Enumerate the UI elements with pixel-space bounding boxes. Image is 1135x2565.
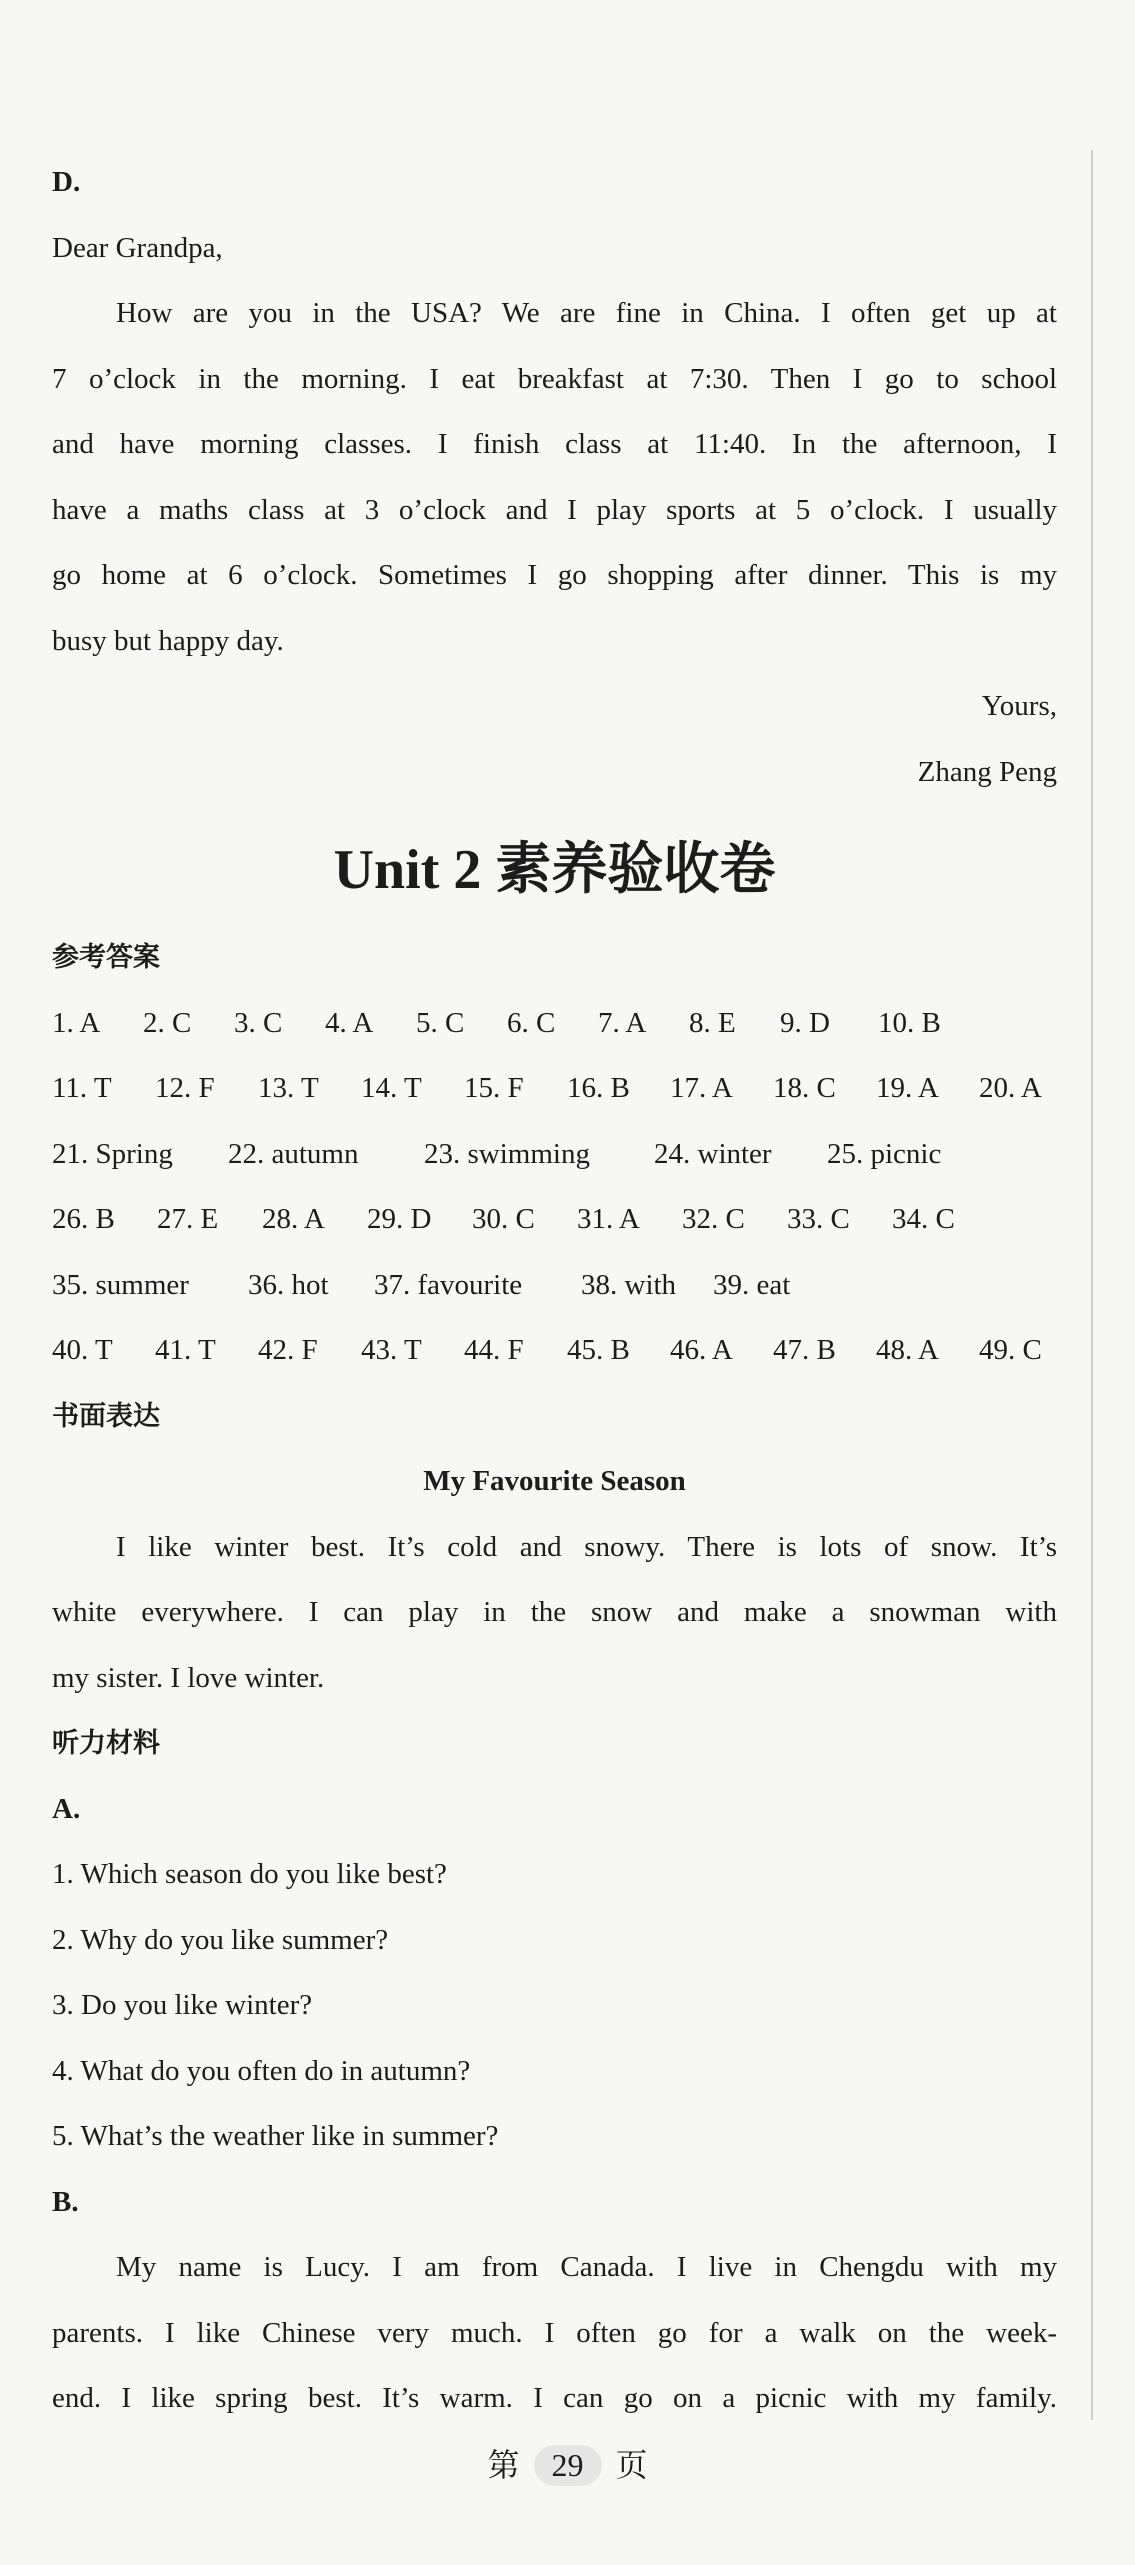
- listening-b-line-1: My name is Lucy. I am from Canada. I live in Chengdu with my: [116, 2251, 1057, 2283]
- answer-item: 18. C: [773, 1072, 836, 1104]
- letter-line-2: 7 o’clock in the morning. I eat breakfast at 7:30. Then I go to school: [52, 362, 1057, 395]
- answer-item: 10. B: [878, 1006, 941, 1039]
- answer-item: 25. picnic: [827, 1137, 942, 1170]
- listening-b-line-2: parents. I like Chinese very much. I often go for a walk on the week-: [52, 2316, 1057, 2349]
- letter-line-4: have a maths class at 3 o’clock and I play sports at 5 o’clock. I usually: [52, 493, 1057, 526]
- answer-item: 48. A: [876, 1334, 939, 1366]
- answer-item: 3. C: [234, 1006, 283, 1039]
- listening-question-2: 2. Why do you like summer?: [52, 1923, 389, 1956]
- letter-label: D.: [52, 166, 81, 198]
- answer-item: 6. C: [507, 1006, 556, 1039]
- answer-item: 26. B: [52, 1203, 115, 1235]
- answer-item: 20. A: [979, 1072, 1042, 1104]
- letter-line-3: and have morning classes. I finish class at 11:40. In the afternoon, I: [52, 428, 1057, 460]
- answer-item: 2. C: [143, 1006, 192, 1039]
- page-footer: [0, 2440, 1135, 2486]
- binding-line: [1091, 150, 1093, 2420]
- answer-item: 27. E: [157, 1203, 219, 1235]
- answer-row-3: [52, 1122, 1057, 1188]
- writing-line-1: I like winter best. It’s cold and snowy. There is lots of snow. It’s: [116, 1530, 1057, 1563]
- answer-item: 9. D: [780, 1006, 830, 1039]
- answer-item: 24. winter: [654, 1137, 772, 1170]
- answer-item: 16. B: [567, 1072, 630, 1104]
- answer-item: 49. C: [979, 1334, 1042, 1366]
- answer-item: 44. F: [464, 1334, 524, 1366]
- answer-row-2: [52, 1056, 1057, 1122]
- letter-signature: Zhang Peng: [917, 755, 1057, 788]
- listening-a-label: A.: [52, 1792, 81, 1825]
- answer-row-4: [52, 1187, 1057, 1253]
- answer-item: 1. A: [52, 1006, 101, 1039]
- listening-question-4: 4. What do you often do in autumn?: [52, 2054, 471, 2087]
- page-number: 29: [534, 2445, 602, 2486]
- answer-item: 30. C: [472, 1203, 535, 1235]
- answer-item: 17. A: [670, 1072, 733, 1104]
- answer-row-6: [52, 1318, 1057, 1384]
- listening-b-line-3: end. I like spring best. It’s warm. I can go on a picnic with my family.: [52, 2382, 1057, 2414]
- answer-item: 19. A: [876, 1072, 939, 1104]
- answer-item: 42. F: [258, 1334, 318, 1366]
- answer-item: 7. A: [598, 1006, 647, 1039]
- answer-item: 5. C: [416, 1006, 465, 1039]
- answer-item: 28. A: [262, 1203, 325, 1235]
- page-content: [52, 150, 1057, 2432]
- answer-item: 43. T: [361, 1334, 422, 1366]
- answer-item: 8. E: [689, 1006, 736, 1039]
- answer-item: 35. summer: [52, 1268, 189, 1301]
- answers-heading: 参考答案: [52, 942, 160, 973]
- answer-item: 12. F: [155, 1072, 215, 1104]
- footer-suffix: 页: [615, 2447, 648, 2483]
- listening-question-3: 3. Do you like winter?: [52, 1989, 313, 2021]
- letter-greeting: Dear Grandpa,: [52, 231, 223, 264]
- letter-closing: Yours,: [981, 690, 1057, 722]
- answer-item: 23. swimming: [424, 1137, 590, 1170]
- answer-item: 4. A: [325, 1006, 374, 1039]
- writing-line-3: my sister. I love winter.: [52, 1661, 325, 1694]
- answer-item: 11. T: [52, 1072, 112, 1104]
- answer-item: 22. autumn: [228, 1137, 359, 1170]
- answer-row-1: [52, 991, 1057, 1057]
- listening-heading: 听力材料: [52, 1728, 160, 1759]
- listening-question-1: 1. Which season do you like best?: [52, 1858, 447, 1890]
- answer-item: 29. D: [367, 1203, 432, 1235]
- answer-item: 32. C: [682, 1203, 745, 1235]
- answer-item: 15. F: [464, 1072, 524, 1104]
- answer-row-5: [52, 1253, 1057, 1319]
- answer-item: 37. favourite: [374, 1268, 523, 1301]
- writing-heading: 书面表达: [52, 1400, 160, 1432]
- answer-item: 41. T: [155, 1334, 216, 1366]
- footer-prefix: 第: [487, 2447, 520, 2483]
- answer-item: 14. T: [361, 1072, 422, 1104]
- answer-item: 31. A: [577, 1203, 640, 1235]
- answer-item: 33. C: [787, 1203, 850, 1235]
- answer-item: 40. T: [52, 1334, 113, 1366]
- answer-item: 47. B: [773, 1334, 836, 1366]
- listening-question-5: 5. What’s the weather like in summer?: [52, 2120, 499, 2152]
- writing-title: My Favourite Season: [423, 1465, 686, 1497]
- answer-item: 39. eat: [713, 1268, 791, 1301]
- writing-line-2: white everywhere. I can play in the snow and make a snowman with: [52, 1596, 1057, 1628]
- answer-item: 46. A: [670, 1334, 733, 1366]
- listening-b-label: B.: [52, 2185, 79, 2218]
- answer-item: 34. C: [892, 1203, 955, 1235]
- letter-line-1: How are you in the USA? We are fine in China. I often get up at: [116, 297, 1057, 329]
- answer-item: 13. T: [258, 1072, 319, 1104]
- letter-line-5: go home at 6 o’clock. Sometimes I go shopping after dinner. This is my: [52, 559, 1057, 591]
- answer-item: 45. B: [567, 1334, 630, 1366]
- answer-item: 21. Spring: [52, 1137, 173, 1170]
- unit-title: Unit 2 素养验收卷: [333, 839, 776, 901]
- answer-item: 36. hot: [248, 1268, 329, 1301]
- letter-line-6: busy but happy day.: [52, 624, 284, 657]
- answer-item: 38. with: [581, 1268, 677, 1301]
